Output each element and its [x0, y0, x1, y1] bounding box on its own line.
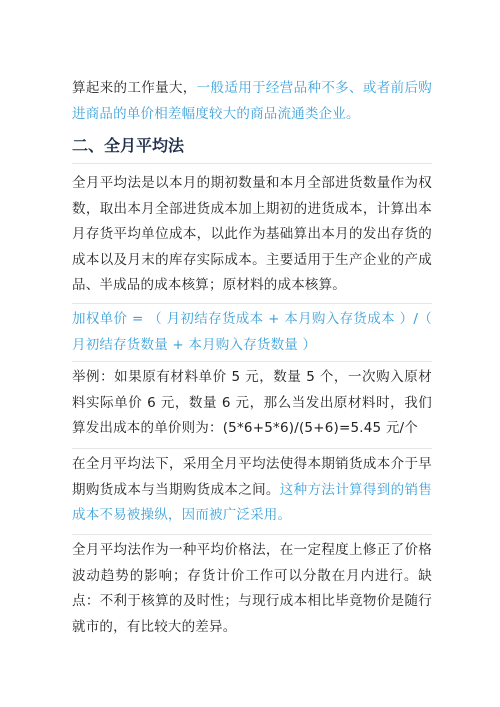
section-title: 二、全月平均法 — [72, 136, 185, 155]
example-paragraph: 举例：如果原有材料单价 5 元，数量 5 个，一次购入原材料实际单价 6 元，数量 6 元，那么当发出原材料时，我们算发出成本的单价则为：(5*6+5*6)/(5+6)=5.45 元/个 — [72, 369, 432, 436]
intro-text: 算起来的工作量大， — [72, 80, 197, 96]
divider — [72, 361, 432, 362]
summary-paragraph: 全月平均法作为一种平均价格法，在一定程度上修正了价格波动趋势的影响；存货计价工作可以分散在月内进行。缺点：不利于核算的及时性；与现行成本相比毕竟物价是随行就市的，有比较大的差异。 — [72, 542, 432, 635]
divider — [72, 163, 432, 164]
divider — [72, 303, 432, 304]
advantage-paragraph — [72, 452, 432, 529]
formula-paragraph: 加权单价 = （ 月初结存货成本 + 本月购入存货成本 ）/（ 月初结存货数量 + 本月购入存货数量 ） — [72, 311, 432, 353]
definition-paragraph: 全月平均法是以本月的期初数量和本月全部进货数量作为权数，取出本月全部进货成本加上期初的进货成本，计算出本月存货平均单位成本，以此作为基础算出本月的发出存货的成本以及月末的库存实际成本。主要适用于生产企业的产成品、半成品的成本核算；原材料的成本核算。 — [72, 175, 432, 293]
divider — [72, 534, 432, 535]
advantage-highlight: 这种方法计算得到的销售成本不易被操纵，因而被广泛采用。 — [72, 481, 432, 523]
intro-highlight: 一般适用于经营品种不多、或者前后购进商品的单价相差幅度较大的商品流通类企业。 — [72, 80, 432, 122]
intro-paragraph — [72, 76, 432, 127]
divider — [72, 448, 432, 449]
advantage-text: 在全月平均法下，采用全月平均法使得本期销货成本介于早期购货成本与当期购货成本之间。 — [72, 456, 432, 498]
